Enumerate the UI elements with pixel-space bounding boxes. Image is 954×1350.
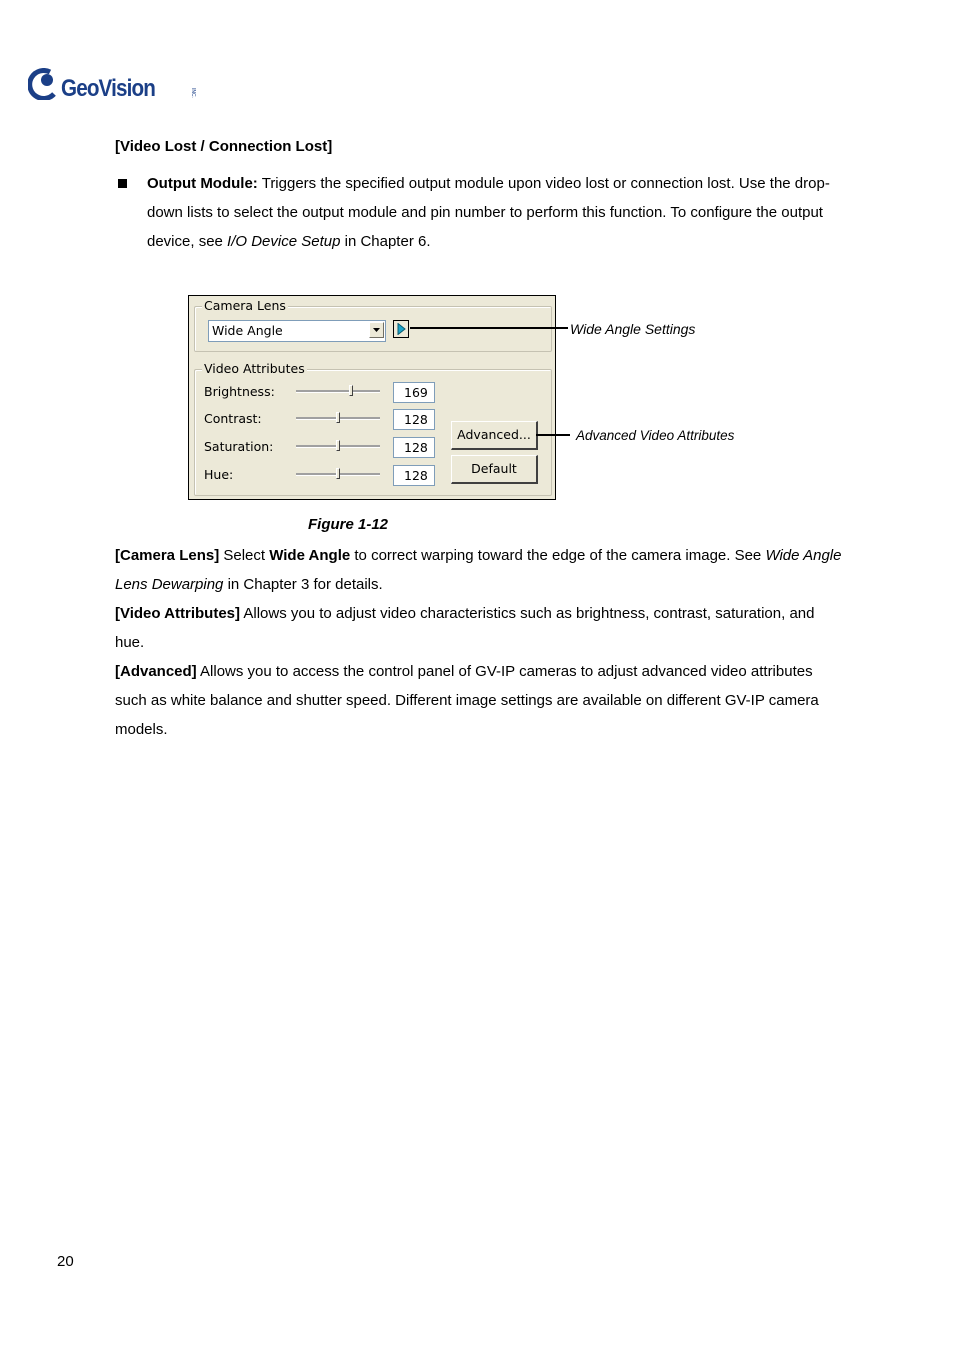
slider-thumb[interactable] (336, 440, 340, 451)
slider-track (296, 390, 380, 393)
default-button[interactable]: Default (451, 455, 538, 484)
wide-angle-term: Wide Angle (269, 547, 351, 564)
attr-label: Saturation: (204, 439, 274, 454)
figure-caption: Figure 1-12 (308, 516, 389, 533)
wide-angle-callout-line (410, 327, 568, 329)
advanced-callout: Advanced Video Attributes (576, 428, 735, 443)
advanced-paragraph (115, 657, 845, 744)
attr-slider[interactable] (296, 440, 380, 452)
dropdown-arrow-icon[interactable] (369, 322, 384, 338)
advanced-term: [Advanced] (115, 663, 197, 680)
dewarping-ref: Wide Angle Lens Dewarping (115, 547, 842, 593)
video-attributes-text: Allows you to adjust video characteristics such as brightness, contrast, saturation, and hue. (115, 605, 815, 651)
camera-settings-dialog (188, 295, 556, 500)
wide-angle-callout: Wide Angle Settings (570, 321, 696, 337)
section-heading: [Video Lost / Connection Lost] (115, 138, 333, 155)
camera-lens-text2: to correct warping toward the edge of the camera image. See (350, 547, 766, 564)
attr-slider[interactable] (296, 412, 380, 424)
output-module-term: Output Module: (147, 175, 258, 192)
attr-label: Brightness: (204, 384, 275, 399)
camera-lens-term: [Camera Lens] (115, 547, 220, 564)
logo-text: GeoVision (61, 75, 155, 102)
camera-lens-tail: in Chapter 3 for details. (223, 576, 383, 593)
camera-lens-text1: Select (219, 547, 270, 564)
attr-value-input[interactable]: 169 (393, 382, 435, 403)
advanced-callout-line (536, 434, 570, 436)
slider-thumb[interactable] (336, 412, 340, 423)
attr-label: Hue: (204, 467, 234, 482)
attr-value-input[interactable]: 128 (393, 465, 435, 486)
video-attributes-paragraph (115, 599, 845, 657)
camera-lens-dropdown[interactable] (208, 320, 386, 342)
io-device-setup-ref: I/O Device Setup (227, 233, 341, 250)
slider-thumb[interactable] (336, 468, 340, 479)
attr-value-input[interactable]: 128 (393, 437, 435, 458)
output-module-tail: in Chapter 6. (340, 233, 431, 250)
logo-tag: INC. (190, 88, 196, 98)
play-arrow-icon (397, 323, 406, 335)
attr-value-input[interactable]: 128 (393, 409, 435, 430)
bullet-square-icon (118, 179, 127, 188)
page-number: 20 (57, 1253, 74, 1270)
camera-lens-group (194, 298, 552, 352)
wide-angle-settings-button[interactable] (393, 320, 409, 338)
camera-lens-selected: Wide Angle (212, 323, 283, 338)
camera-lens-paragraph (115, 541, 845, 599)
slider-thumb[interactable] (349, 385, 353, 396)
output-module-paragraph (147, 169, 847, 256)
advanced-button[interactable]: Advanced... (451, 421, 538, 450)
attr-label: Contrast: (204, 411, 262, 426)
attr-slider[interactable] (296, 385, 380, 397)
video-attributes-legend: Video Attributes (204, 361, 305, 376)
camera-lens-legend: Camera Lens (204, 298, 286, 313)
output-module-text: Triggers the specified output module upon video lost or connection lost. Use the drop-down lists to select the output module and pin number to perform this function. To configure the output device, see (147, 175, 830, 250)
attr-slider[interactable] (296, 468, 380, 480)
geovision-eye-icon (28, 68, 58, 100)
video-attributes-term: [Video Attributes] (115, 605, 241, 622)
advanced-text: Allows you to access the control panel of GV-IP cameras to adjust advanced video attributes such as white balance and shutter speed. Different image settings are available on different GV-IP camera models. (115, 663, 819, 738)
